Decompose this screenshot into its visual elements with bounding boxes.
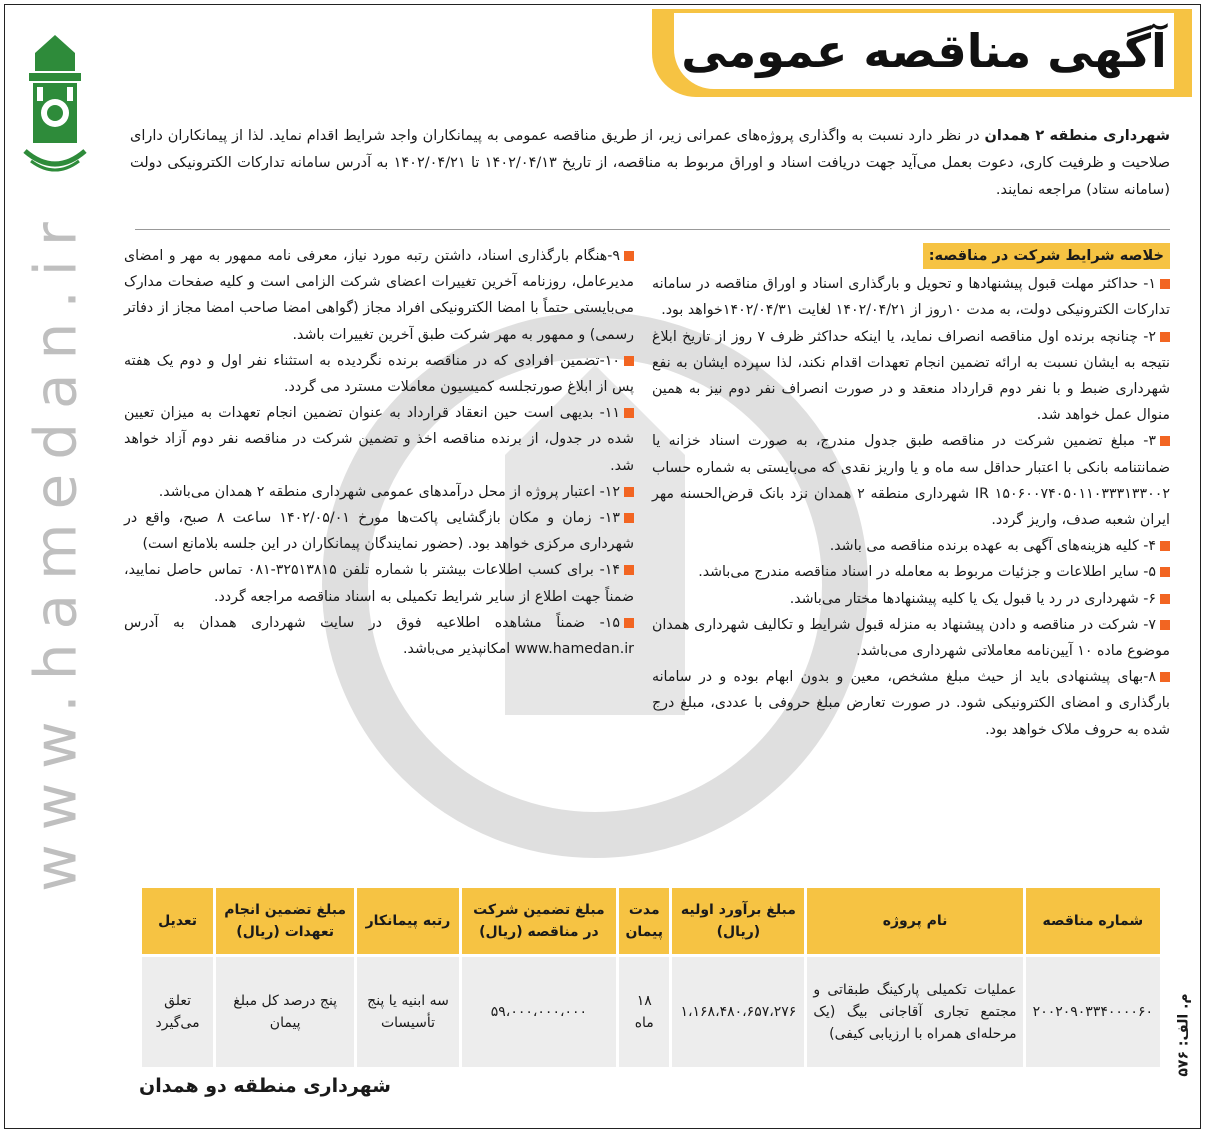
col-header-adjustment: تعدیل [142,888,213,954]
col-header-contractor-rank: رتبه پیمانکار [357,888,459,954]
publication-code: م. الف: ۵۷۶ [1176,993,1193,1077]
intro-org-name: شهرداری منطقه ۲ همدان [984,128,1171,144]
cell-estimate: ۱،۱۶۸،۴۸۰،۶۵۷،۲۷۶ [672,957,804,1067]
title-card [674,13,1174,89]
col-header-tender-number: شماره مناقصه [1026,888,1160,954]
table-header-row [142,888,1160,954]
tender-table [139,885,1163,1070]
page-title: آگهی مناقصه عمومی [681,24,1167,78]
cell-bid-guarantee: ۵۹،۰۰۰،۰۰۰،۰۰۰ [462,957,616,1067]
intro-text: در نظر دارد نسبت به واگذاری پروژه‌های عمرانی زیر، از طریق مناقصه عمومی به پیمانکاران واجد شرایط اقدام نماید. لذا از پیمانکاران دارای صلاحیت و ظرفیت کاری، دعوت بعمل می‌آید جهت دریافت اسناد و اوراق مربوط به مناقصه، از تاریخ ۱۴۰۲/۰۴/۱۳ تا ۱۴۰۲/۰۴/۲۱ به آدرس سامانه تدارکات الکترونیکی دولت (سامانه ستاد) مراجعه نمایند. [130,128,1171,198]
condition-item-9: ۹-هنگام بارگذاری اسناد، داشتن رتبه مورد نیاز، معرفی نامه ممهور به مهر و امضای مدیرعامل، روزنامه آخرین تغییرات اعضای شرکت الزامی است و کلیه صفحات مدارک می‌بایستی حتماً با امضا الکترونیکی افراد مجاز (گواهی امضا صاحب امضا مجاز از دفاتر رسمی) و ممهور به مهر شرکت طبق آخرین تغییرات باشد. [124,248,634,343]
title-banner [652,9,1192,97]
cell-adjustment: تعلق می‌گیرد [142,957,213,1067]
bullet-icon [624,618,634,628]
table-row [142,957,1160,1067]
condition-item-11: ۱۱- بدیهی است حین انعقاد قرارداد به عنوان تضمین انجام تعهدات به میزان تعیین شده در جدول، از برنده مناقصه اخذ و تضمین شرکت در مناقصه نفر دوم آزاد خواهد شد. [124,405,634,474]
bullet-icon [1160,672,1170,682]
bullet-icon [624,251,634,261]
condition-item-10: ۱۰-تضمین افرادی که در مناقصه برنده نگردیده به استثناء نفر اول و دوم یک هفته پس از ابلاغ صورتجلسه کمیسیون معاملات مسترد می گردد. [124,352,634,396]
condition-item-8: ۸-بهای پیشنهادی باید از حیث مبلغ مشخص، معین و بدون ابهام بوده و در سامانه بارگذاری و امضای الکترونیکی شود. در صورت تعارض مبلغ حروفی با عددی، مبلغ درج شده به حروف ملاک خواهد بود. [652,669,1170,738]
bullet-icon [1160,620,1170,630]
cell-performance-guarantee: پنج درصد کل مبلغ پیمان [216,957,354,1067]
conditions-left-column [124,243,634,662]
bullet-icon [624,408,634,418]
footer-org-name: شهرداری منطقه دو همدان [139,1075,391,1097]
bullet-icon [1160,436,1170,446]
condition-item-12: ۱۲- اعتبار پروژه از محل درآمدهای عمومی شهرداری منطقه ۲ همدان می‌باشد. [124,479,634,505]
condition-item-4: ۴- کلیه هزینه‌های آگهی به عهده برنده مناقصه می باشد. [652,533,1170,559]
divider [135,229,1170,230]
bullet-icon [1160,332,1170,342]
cell-contractor-rank: سه ابنیه یا پنج تأسیسات [357,957,459,1067]
conditions-heading: خلاصه شرایط شرکت در مناقصه: [923,243,1170,269]
bullet-icon [1160,567,1170,577]
bullet-icon [1160,541,1170,551]
col-header-performance-guarantee: مبلغ تضمین انجام تعهدات (ریال) [216,888,354,954]
bullet-icon [624,356,634,366]
condition-item-6: ۶- شهرداری در رد یا قبول یک یا کلیه پیشنهادها مختار می‌باشد. [652,586,1170,612]
condition-item-1: ۱- حداکثر مهلت قبول پیشنهادها و تحویل و بارگذاری اسناد و اوراق مناقصه در سامانه تدارکات الکترونیکی دولت، به مدت ۱۰روز از ۱۴۰۲/۰۴/۲۱ لغایت ۱۴۰۲/۰۴/۳۱خواهد بود. [652,276,1170,319]
col-header-estimate: مبلغ برآورد اولیه (ریال) [672,888,804,954]
condition-item-15: ۱۵- ضمناً مشاهده اطلاعیه فوق در سایت شهرداری همدان به آدرس www.hamedan.ir امکانپذیر می‌باشد. [124,614,634,658]
cell-duration: ۱۸ ماه [619,957,669,1067]
bullet-icon [624,565,634,575]
bullet-icon [1160,594,1170,604]
cell-project-name: عملیات تکمیلی پارکینگ طبقاتی و مجتمع تجاری آقاجانی بیگ (یک مرحله‌ای همراه با ارزیابی کیفی) [807,957,1022,1067]
condition-item-7: ۷- شرکت در مناقصه و دادن پیشنهاد به منزله قبول شرایط و تکالیف شهرداری همدان موضوع ماده ۱۰ آیین‌نامه معاملاتی شهرداری می‌باشد. [652,616,1170,660]
condition-item-5: ۵- سایر اطلاعات و جزئیات مربوط به معامله در اسناد مناقصه مندرج می‌باشد. [652,559,1170,585]
conditions-right-column [652,243,1170,743]
intro-paragraph [130,123,1170,204]
municipality-logo-icon [19,31,91,181]
side-website-url: www.hamedan.ir [22,208,91,892]
col-header-bid-guarantee: مبلغ تضمین شرکت در مناقصه (ریال) [462,888,616,954]
bullet-icon [624,487,634,497]
col-header-project-name: نام پروژه [807,888,1022,954]
condition-item-13: ۱۳- زمان و مکان بازگشایی پاکت‌ها مورخ ۱۴۰۲/۰۵/۰۱ ساعت ۸ صبح، واقع در شهرداری مرکزی خواهد بود. (حضور نمایندگان پیمانکاران در این جلسه بلامانع است) [124,510,634,553]
announcement-frame [4,4,1201,1129]
cell-tender-number: ۲۰۰۲۰۹۰۳۳۴۰۰۰۰۶۰ [1026,957,1160,1067]
condition-item-2: ۲- چنانچه برنده اول مناقصه انصراف نماید، یا اینکه حداکثر ظرف ۷ روز از تاریخ ابلاغ نتیجه به ایشان نسبت به ارائه تضمین انجام تعهدات اقدام نکند، لذا سپرده ایشان به نفع شهرداری ضبط و با نفر دوم قرارداد منعقد و در صورت انصراف نفر دوم نیز به همین منوال عمل خواهد شد. [652,328,1170,424]
bullet-icon [1160,279,1170,289]
bullet-icon [624,513,634,523]
col-header-duration: مدت پیمان [619,888,669,954]
condition-item-14: ۱۴- برای کسب اطلاعات بیشتر با شماره تلفن ۳۲۵۱۳۸۱۵-۰۸۱ تماس حاصل نمایید، ضمناً جهت اطلاع از سایر شرایط تکمیلی به اسناد مناقصه مراجعه گردد. [124,562,634,605]
condition-item-3: ۳- مبلغ تضمین شرکت در مناقصه طبق جدول مندرج، به صورت اسناد خزانه یا ضمانتنامه بانکی با اعتبار حداقل سه ماه و یا واریز نقدی که می‌بایستی به شماره حساب IR ۱۵۰۶۰۰۷۴۰۵۰۱۱۰۳۳۳۱۳۳۰۰۲ شهرداری منطقه ۲ همدان نزد بانک قرض‌الحسنه مهر ایران شعبه صدف، واریز گردد. [652,433,1170,529]
